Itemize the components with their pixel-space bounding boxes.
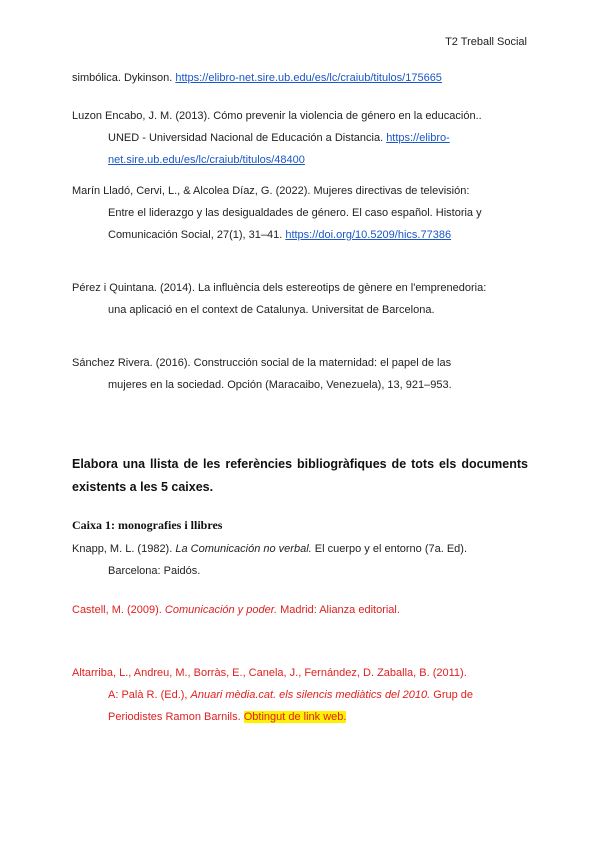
reference-text: Madrid: Alianza editorial. bbox=[277, 604, 400, 616]
reference-text: simbólica. Dykinson. bbox=[72, 72, 176, 84]
reference-entry-castell bbox=[72, 599, 438, 621]
reference-title: La Comunicación no verbal. bbox=[175, 543, 312, 555]
reference-entry bbox=[72, 277, 488, 321]
reference-text: Grup de Periodistes Ramon Barnils. bbox=[108, 689, 474, 723]
reference-text: Marín Lladó, Cervi, L., & Alcolea Díaz, G. (2022). Mujeres directivas de televisión: Entre el liderazgo y las desigualdades de género. El caso español. Historia y Comunicación Social, 27(1), 31–41. bbox=[72, 185, 482, 241]
task-heading: Elabora una llista de les referències bibliogràfiques de tots els documents existents a les 5 caixes. bbox=[72, 457, 528, 494]
reference-entry bbox=[72, 67, 488, 89]
reference-text: Pérez i Quintana. (2014). La influència dels estereotips de gènere en l'emprenedoria: una aplicació en el context de Catalunya. Universitat de Barcelona. bbox=[72, 282, 487, 316]
reference-link[interactable]: https://elibro-net.sire.ub.edu/es/lc/craiub/titulos/48400 bbox=[108, 132, 450, 166]
reference-title: Anuari mèdia.cat. els silencis mediàtics del 2010. bbox=[190, 689, 431, 701]
reference-text: Altarriba, L., Andreu, M., Borràs, E., Canela, J., Fernández, D. Zaballa, B. (2011). A: Palà R. (Ed.), bbox=[72, 667, 467, 701]
reference-link[interactable]: https://doi.org/10.5209/hics.77386 bbox=[285, 229, 452, 241]
reference-entry-altarriba bbox=[72, 662, 478, 728]
reference-entry bbox=[72, 352, 488, 396]
reference-entry bbox=[72, 180, 488, 246]
page-header: T2 Treball Social bbox=[445, 36, 527, 48]
reference-link[interactable]: https://elibro-net.sire.ub.edu/es/lc/craiub/titulos/175665 bbox=[175, 72, 442, 84]
reference-text: Knapp, M. L. (1982). bbox=[72, 543, 176, 555]
reference-text: Castell, M. (2009). bbox=[72, 604, 165, 616]
reference-text: Luzon Encabo, J. M. (2013). Cómo prevenir la violencia de género en la educación.. UNED - Universidad Nacional de Educación a Distancia. bbox=[72, 110, 482, 144]
reference-entry bbox=[72, 105, 488, 171]
reference-text: El cuerpo y el entorno (7a. Ed). Barcelona: Paidós. bbox=[108, 543, 468, 577]
section-title: Caixa 1: monografies i llibres bbox=[72, 518, 223, 532]
reference-entry-knapp bbox=[72, 538, 468, 582]
reference-title: Comunicación y poder. bbox=[164, 604, 278, 616]
highlighted-note: Obtingut de link web. bbox=[243, 711, 347, 723]
reference-text: Sánchez Rivera. (2016). Construcción social de la maternidad: el papel de las mujeres en la sociedad. Opción (Maracaibo, Venezuela), 13, 921–953. bbox=[72, 357, 452, 391]
